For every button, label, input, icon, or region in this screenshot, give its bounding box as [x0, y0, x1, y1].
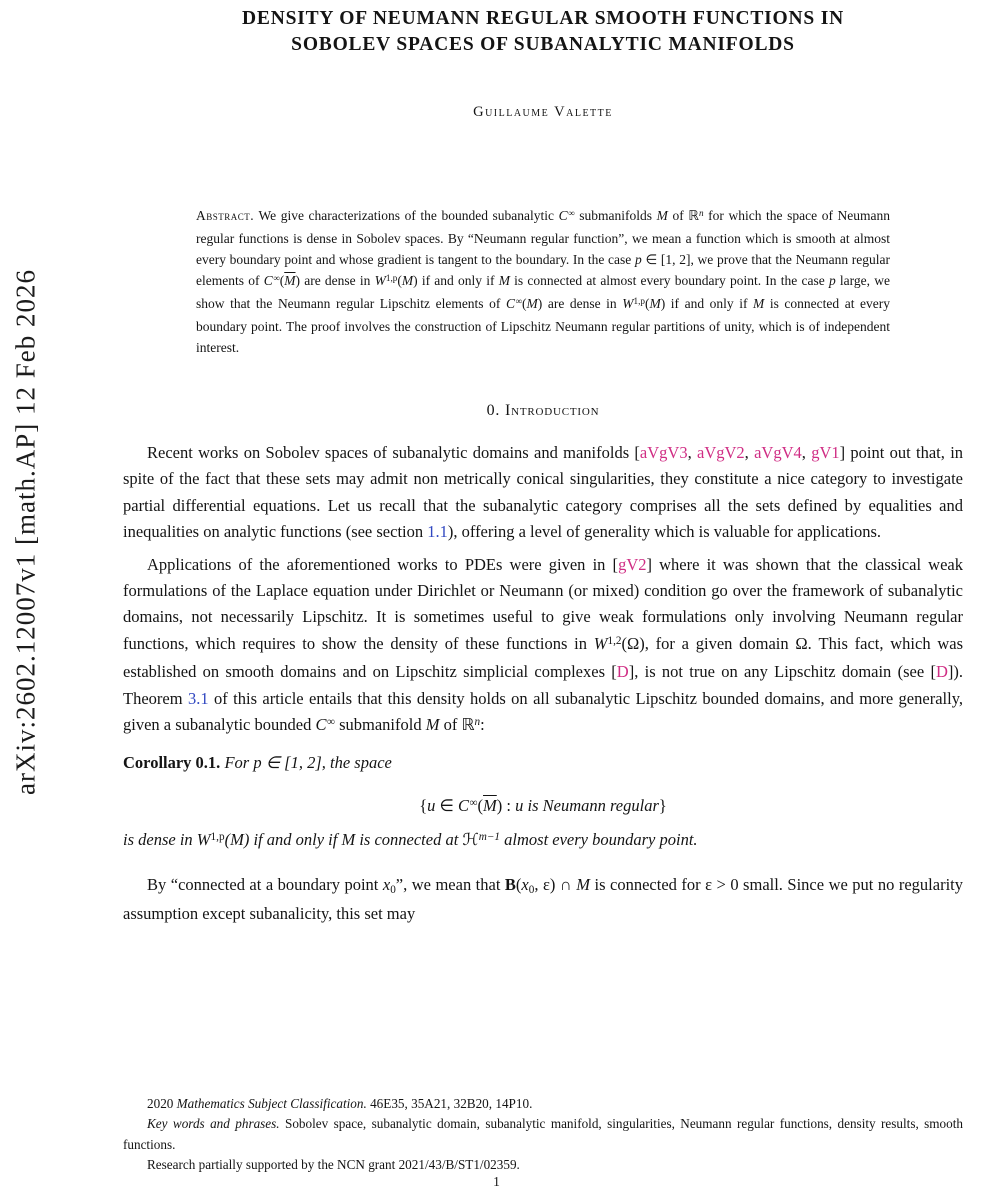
text-segment: ∞ — [273, 272, 280, 283]
text-segment: Corollary 0.1. — [123, 753, 221, 773]
text-segment: n — [474, 716, 481, 729]
text-segment: if and only if — [249, 830, 342, 850]
text-segment: C — [505, 296, 516, 311]
page-number: 1 — [493, 1174, 500, 1189]
text-segment: is connected at almost every boundary point. In the case — [509, 273, 829, 288]
text-segment: ∞ — [469, 797, 478, 810]
text-segment: M — [649, 296, 661, 311]
text-segment: M — [230, 830, 244, 850]
text-segment: almost every boundary point. — [500, 830, 698, 850]
text-segment: Abstract. — [196, 208, 255, 223]
citation-link[interactable]: D — [616, 662, 629, 682]
text-segment: B — [504, 875, 516, 895]
text-segment: } — [658, 796, 667, 816]
citation-link[interactable]: gV1 — [811, 443, 840, 462]
text-segment: ( — [397, 273, 402, 288]
text-segment: ℝ — [461, 715, 475, 735]
paper-content — [123, 0, 963, 927]
text-segment: W — [622, 296, 634, 311]
text-segment: is connected for ε > 0 small. Since we put no regularity assumption except subanalicity, this set may — [123, 875, 963, 923]
text-segment: M — [498, 273, 510, 288]
text-segment: Mathematics Subject Classification. — [176, 1096, 367, 1111]
paper-title-line-1: DENSITY OF NEUMANN REGULAR SMOOTH FUNCTIONS IN — [242, 8, 844, 29]
footnotes — [123, 1094, 963, 1176]
text-segment: n — [698, 207, 704, 218]
text-segment: , — [687, 443, 698, 462]
text-segment: ) : — [496, 796, 516, 816]
text-segment: ℋ — [462, 830, 479, 850]
citation-link[interactable]: aVgV3 — [639, 443, 688, 462]
text-segment: p — [253, 753, 262, 773]
display-equation — [123, 793, 963, 821]
text-segment: 0 — [390, 884, 396, 897]
text-segment: 1,p — [633, 295, 645, 306]
corollary-0-1 — [123, 750, 963, 776]
text-segment: For — [220, 753, 254, 773]
body-paragraph — [123, 872, 963, 927]
text-segment: ∞ — [568, 207, 575, 218]
text-segment: M — [425, 715, 440, 735]
text-segment: submanifold — [334, 715, 426, 735]
text-segment: ( — [224, 830, 231, 850]
text-segment: ℝ — [688, 208, 699, 223]
text-segment: Applications of the aforementioned works to PDEs were given in [ — [147, 554, 619, 574]
abstract — [196, 205, 890, 358]
text-segment: ] point out that, in spite of the fact that these sets may admit non metrically conical singularities, they constitute a nice category to investigate partial differential equations. Let us recall that the subanalytic category comprises all the sets defined by equalities and inequalities on analytic functions (see section — [123, 443, 964, 542]
text-segment: M — [656, 208, 668, 223]
text-segment: We give characterizations of the bounded subanalytic — [254, 208, 559, 223]
text-segment: 1,p — [210, 831, 225, 844]
text-segment: 2020 — [147, 1096, 177, 1111]
text-segment: Research partially supported by the NCN grant 2021/43/B/ST1/02359. — [147, 1157, 520, 1173]
reference-link[interactable]: 3.1 — [187, 688, 209, 708]
text-segment: { — [419, 796, 428, 816]
text-segment: of — [667, 208, 689, 223]
text-segment: ∈ — [435, 796, 458, 816]
text-segment: ) if and only if — [413, 273, 499, 288]
text-segment: is dense in — [123, 830, 197, 850]
text-segment: , — [744, 443, 755, 462]
text-segment: ) if and only if — [660, 296, 754, 311]
text-segment: 46E35, 35A21, 32B20, 14P10. — [366, 1096, 533, 1111]
text-segment: ]). Theorem — [123, 662, 963, 708]
intro-paragraph-1 — [123, 440, 963, 546]
footnote-msc — [123, 1094, 963, 1114]
text-segment: is connected at — [355, 830, 463, 850]
text-segment: M — [576, 875, 591, 895]
text-segment: ( — [644, 296, 650, 311]
text-segment: M — [341, 830, 356, 850]
text-segment: ∈ [1, 2], we prove that the Neumann regular elements of — [196, 252, 890, 288]
text-segment: Key words and phrases. — [147, 1116, 280, 1132]
text-segment: 0 — [528, 884, 535, 897]
text-segment: of — [439, 715, 462, 735]
text-segment: ), offering a level of generality which is valuable for applications. — [447, 522, 881, 542]
text-segment: ], is not true on any Lipschitz domain (see [ — [628, 662, 936, 682]
arxiv-stamp: arXiv:2602.12007v1 [math.AP] 12 Feb 2026 — [10, 269, 41, 795]
reference-link[interactable]: 1.1 — [427, 522, 448, 542]
text-segment: Recent works on Sobolev spaces of subanalytic domains and manifolds [ — [147, 443, 640, 462]
text-segment: u — [427, 796, 436, 816]
corollary-continuation — [123, 827, 963, 855]
paper-title-line-2: SOBOLEV SPACES OF SUBANALYTIC MANIFOLDS — [291, 34, 795, 55]
citation-link[interactable]: gV2 — [618, 554, 647, 574]
text-segment: of this article entails that this density holds on all subanalytic Lipschitz bounded domains, and more generally, given a subanalytic bounded — [123, 688, 963, 735]
text-segment: C — [315, 715, 327, 735]
text-segment: W — [196, 830, 211, 850]
text-segment: ) — [243, 830, 250, 850]
text-segment: ) are dense in — [537, 296, 623, 311]
text-segment: W — [593, 633, 608, 653]
text-segment: : — [480, 715, 485, 735]
text-segment: is connected at every boundary point. The proof involves the construction of Lipschitz Neumann regular partitions of unity, which is of independent interest. — [196, 296, 890, 355]
text-segment: ( — [279, 273, 285, 288]
text-segment: 1,p — [385, 272, 398, 283]
text-segment: ∈ [1, 2], the space — [261, 753, 392, 773]
section-heading-introduction: 0. Introduction — [486, 402, 600, 419]
text-segment: u — [515, 796, 524, 816]
text-segment: Sobolev space, subanalytic domain, subanalytic manifold, singularities, Neumann regular functions, density results, smooth functions. — [123, 1116, 963, 1152]
citation-link[interactable]: aVgV2 — [697, 443, 745, 462]
text-segment: ( — [515, 875, 522, 895]
paper-title — [123, 6, 963, 58]
text-segment: (Ω), for a given domain Ω. This fact, which was established on smooth domains and on Lipschitz simplicial complexes [ — [123, 633, 963, 682]
text-segment: ] where it was shown that the classical weak formulations of the Laplace equation under Dirichlet or Neumann (or mixed) condition go over the framework of subanalytic domains, not necessarily Lipschitz. It is sometimes useful to give weak formulations only involving Neumann regular functions, which requires to show the density of these functions in — [123, 554, 963, 653]
footnote-keywords — [123, 1114, 963, 1155]
text-segment: C — [458, 796, 470, 816]
footnote-funding — [123, 1155, 963, 1175]
text-segment: ( — [477, 796, 484, 816]
text-segment: 1,2 — [607, 634, 622, 647]
author-name: Guillaume Valette — [473, 104, 613, 120]
text-segment: p — [634, 252, 642, 267]
text-segment: By “connected at a boundary point — [147, 875, 383, 895]
citation-link[interactable]: aVgV4 — [754, 443, 802, 462]
text-segment: p — [828, 273, 836, 288]
text-segment: submanifolds — [574, 208, 657, 223]
text-segment: for which the space of Neumann regular functions is dense in Sobolev spaces. By “Neumann regular function”, we mean a function which is smooth at almost every boundary point and whose gradient is tangent to the boundary. In the case — [196, 208, 891, 267]
text-segment: M — [526, 296, 538, 311]
text-segment: $\overline{M}$ — [483, 796, 497, 816]
text-segment: m−1 — [478, 831, 501, 844]
text-segment: , ε) ∩ — [534, 875, 577, 895]
text-segment: ∞ — [515, 295, 523, 306]
text-segment: , — [801, 443, 812, 462]
text-segment: is Neumann regular — [523, 796, 659, 816]
text-segment: W — [374, 273, 386, 288]
text-segment: C — [558, 208, 569, 223]
text-segment: ∞ — [326, 716, 335, 729]
intro-paragraph-2 — [123, 552, 963, 741]
text-segment: M — [401, 273, 414, 288]
text-segment: large, we show that the Neumann regular Lipschitz elements of — [196, 273, 891, 311]
text-segment: x — [521, 875, 529, 895]
text-segment: C — [263, 273, 274, 288]
text-segment: x — [382, 875, 391, 895]
text-segment: $\overline{M}$ — [284, 273, 296, 288]
text-segment: ( — [522, 296, 527, 311]
text-segment: M — [753, 296, 765, 311]
text-segment: ) are dense in — [295, 273, 375, 288]
citation-link[interactable]: D — [935, 662, 948, 682]
text-segment: ”, we mean that — [395, 875, 505, 895]
